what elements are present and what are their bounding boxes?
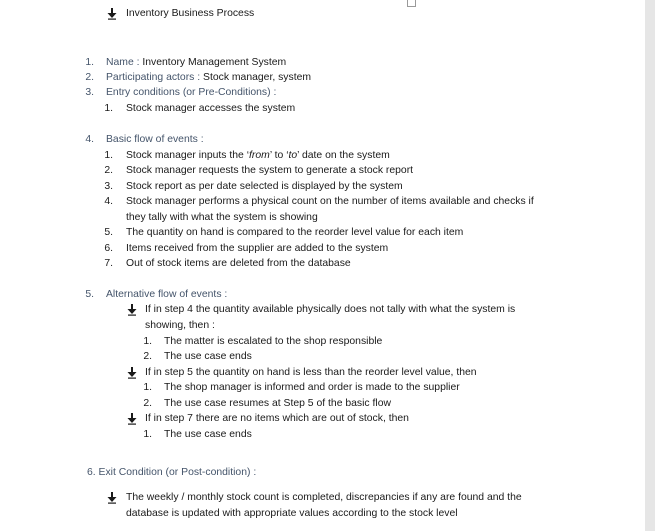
basic-item: Stock manager requests the system to generate a stock report <box>126 165 414 176</box>
entry-item: Stock manager accesses the system <box>126 103 296 114</box>
name-row <box>106 56 286 70</box>
basic-item <box>126 149 390 163</box>
arrow-bullet-icon <box>127 367 137 379</box>
list-number: 3. <box>85 87 94 98</box>
alternative-flow-heading: Alternative flow of events : <box>106 289 228 300</box>
alt-sub-item: The use case ends <box>164 351 252 362</box>
alt-condition: If in step 5 the quantity on hand is less than the reorder level value, then <box>145 367 477 378</box>
list-number: 1. <box>143 429 152 440</box>
arrow-bullet-icon <box>127 304 137 316</box>
basic-item: Items received from the supplier are added to the system <box>126 243 389 254</box>
alt-condition-continuation: showing, then : <box>145 320 215 331</box>
alt-sub-item: The shop manager is informed and order is made to the supplier <box>164 382 460 393</box>
basic-item-continuation: they tally with what the system is showing <box>126 212 318 223</box>
exit-item: The weekly / monthly stock count is completed, discrepancies if any are found and the <box>126 492 522 503</box>
basic-item: Stock report as per date selected is displayed by the system <box>126 181 403 192</box>
list-number: 5. <box>104 227 113 238</box>
actors-value: Stock manager, system <box>200 72 312 83</box>
name-value: Inventory Management System <box>139 57 287 68</box>
basic-item: Out of stock items are deleted from the database <box>126 258 351 269</box>
list-number: 4. <box>85 134 94 145</box>
alt-condition: If in step 4 the quantity available physically does not tally with what the system is <box>145 304 516 315</box>
basic-item-text: ’ to ‘ <box>269 150 289 161</box>
exit-condition-heading: 6. Exit Condition (or Post-condition) : <box>87 467 257 478</box>
list-number: 3. <box>104 181 113 192</box>
list-number: 2. <box>143 398 152 409</box>
basic-item: Stock manager performs a physical count on the number of items available and checks if <box>126 196 534 207</box>
list-number: 1. <box>143 382 152 393</box>
basic-flow-heading: Basic flow of events : <box>106 134 204 145</box>
arrow-bullet-icon <box>107 492 117 504</box>
list-number: 7. <box>104 258 113 269</box>
name-label: Name : <box>106 57 140 68</box>
basic-item: The quantity on hand is compared to the reorder level value for each item <box>126 227 464 238</box>
basic-item-emphasis: to <box>288 150 298 161</box>
actors-row <box>106 71 311 85</box>
list-number: 5. <box>85 289 94 300</box>
actors-label: Participating actors : <box>106 72 201 83</box>
arrow-bullet-icon <box>107 8 117 20</box>
basic-item-emphasis: from <box>249 150 270 161</box>
alt-sub-item: The matter is escalated to the shop responsible <box>164 336 383 347</box>
layout-handle[interactable] <box>407 0 416 7</box>
alt-sub-item: The use case ends <box>164 429 252 440</box>
alt-condition: If in step 7 there are no items which are out of stock, then <box>145 413 409 424</box>
list-number: 4. <box>104 196 113 207</box>
list-number: 2. <box>143 351 152 362</box>
list-number: 2. <box>104 165 113 176</box>
basic-item-text: ’ date on the system <box>297 150 390 161</box>
list-number: 6. <box>104 243 113 254</box>
basic-item-text: Stock manager inputs the ‘ <box>126 150 250 161</box>
list-number: 1. <box>85 57 94 68</box>
entry-conditions-label: Entry conditions (or Pre-Conditions) : <box>106 87 277 98</box>
list-number: 1. <box>143 336 152 347</box>
arrow-bullet-icon <box>127 413 137 425</box>
list-number: 1. <box>104 103 113 114</box>
list-number: 2. <box>85 72 94 83</box>
list-number: 1. <box>104 150 113 161</box>
document-title: Inventory Business Process <box>126 8 255 19</box>
exit-item-continuation: database is updated with appropriate values according to the stock level <box>126 508 458 519</box>
alt-sub-item: The use case resumes at Step 5 of the basic flow <box>164 398 391 409</box>
